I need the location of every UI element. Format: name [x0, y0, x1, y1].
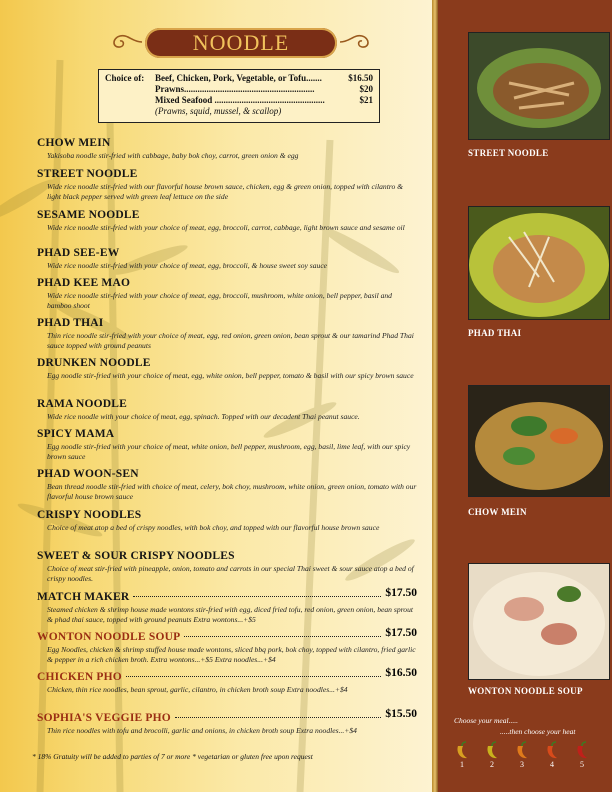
item-description: Thin rice noodle stir-fried with your choice of meat, egg, red onion, green onion, bean sprout & our tamarind Phad Thai sauce topped with ground peanuts [47, 331, 414, 350]
chili-pepper-icon [484, 740, 500, 760]
menu-item [37, 587, 417, 625]
menu-item [37, 313, 417, 351]
menu-item [37, 243, 417, 271]
item-name: SPICY MAMA [37, 428, 115, 440]
item-name: STREET NOODLE [37, 168, 138, 180]
heat-instruction-1: Choose your meal..... [454, 716, 518, 725]
photo-caption: PHAD THAI [468, 328, 522, 338]
menu-item [37, 424, 417, 462]
item-name: WONTON NOODLE SOUP [37, 631, 181, 643]
item-name: PHAD THAI [37, 317, 104, 329]
item-description: Choice of meat atop a bed of crispy noodles, with bok choy, and topped with our flavorful house brown sauce [47, 523, 380, 532]
item-description: Steamed chicken & shrimp house made wontons stir-fried with egg, diced fried tofu, red onion, green onion, bean sprout & phad thai sauce, topped with ground peanuts Extra wontons...+$5 [47, 605, 413, 624]
choice-row: Prawns.......................................................... $20 [155, 84, 373, 94]
street-noodle-photo [468, 32, 610, 140]
item-description: Wide rice noodle stir-fried with our flavorful house brown sauce, chicken, egg & green onion, topped with cilantro & light black pepper served with green leaf lettuce on the side [47, 182, 404, 201]
photo-caption: WONTON NOODLE SOUP [468, 686, 583, 696]
menu-item [37, 273, 417, 311]
item-name: SOPHIA'S VEGGIE PHO [37, 712, 171, 724]
choice-row: Mixed Seafood ................................................. $21 [155, 95, 373, 105]
item-name: CHOW MEIN [37, 137, 111, 149]
item-description: Chicken, thin rice noodles, bean sprout, garlic, cilantro, in chicken broth soup Extra noodles...+$4 [47, 685, 348, 694]
item-name: CHICKEN PHO [37, 671, 122, 683]
heat-level-number: 5 [580, 760, 584, 769]
menu-item [37, 667, 417, 695]
item-description: Wide rice noodle stir-fried with your choice of meat, egg, broccoli, & house sweet soy sauce [47, 261, 328, 270]
heat-level-number: 3 [520, 760, 524, 769]
item-description: Bean thread noodle stir-fried with choice of meat, celery, bok choy, mushroom, white onion, green onion, tomato with our flavorful house brown sauce [47, 482, 417, 501]
leader-dots [175, 717, 381, 718]
item-description: Choice of meat stir-fried with pineapple, onion, tomato and carrots in our special Thai sweet & sour sauce atop a bed of crispy noodles. [47, 564, 414, 583]
item-name: SWEET & SOUR CRISPY NOODLES [37, 550, 235, 562]
leader-dots [133, 596, 381, 597]
item-name: PHAD WOON-SEN [37, 468, 139, 480]
menu-item [37, 464, 417, 502]
left-swirl-icon [108, 32, 144, 52]
item-name: SESAME NOODLE [37, 209, 140, 221]
section-title-banner [145, 28, 337, 58]
phad-thai-photo [468, 206, 610, 320]
right-swirl-icon [338, 32, 374, 52]
menu-item [37, 546, 417, 584]
item-description: Egg noodle stir-fried with your choice of meat, white onion, bell pepper, mushroom, egg, basil, lime leaf, with our spicy brown sauce [47, 442, 411, 461]
heat-level-number: 4 [550, 760, 554, 769]
menu-item [37, 505, 417, 533]
item-description: Wide rice noodle stir-fried with your choice of meat, egg, broccoli, mushroom, white onion, bell pepper, basil and bamboo shoot [47, 291, 392, 310]
chili-pepper-icon [454, 740, 470, 760]
item-name: MATCH MAKER [37, 591, 130, 603]
menu-item [37, 133, 417, 161]
menu-item [37, 708, 417, 736]
heat-instruction-2: .....then choose your heat [500, 727, 576, 736]
section-title: NOODLE [192, 30, 290, 55]
photo-caption: STREET NOODLE [468, 148, 549, 158]
item-name: RAMA NOODLE [37, 398, 128, 410]
menu-item [37, 353, 417, 381]
item-price: $17.50 [385, 627, 417, 639]
menu-item [37, 394, 417, 422]
wonton-soup-photo [468, 563, 610, 680]
item-description: Egg noodle stir-fried with your choice of meat, egg, white onion, bell pepper, tomato & basil with our spicy brown sauce [47, 371, 414, 380]
menu-item [37, 627, 417, 665]
footnote: * 18% Gratuity will be added to parties of 7 or more * vegetarian or gluten free upon request [32, 752, 313, 761]
item-name: CRISPY NOODLES [37, 509, 142, 521]
chili-pepper-icon [574, 740, 590, 760]
item-price: $15.50 [385, 708, 417, 720]
item-description: Egg Noodles, chicken & shrimp stuffed house made wontons, sliced bbq pork, bok choy, topped with cilantro, fried garlic & pepper in a rich chicken broth. Extra wontons...+$5 Extra noodles...+$4 [47, 645, 416, 664]
item-name: PHAD KEE MAO [37, 277, 131, 289]
choice-row: (Prawns, squid, mussel, & scallop) [155, 106, 282, 116]
chow-mein-photo [468, 385, 610, 497]
chili-pepper-icon [544, 740, 560, 760]
item-description: Wide rice noodle with your choice of meat, egg, spinach. Topped with our decadent Thai peanut sauce. [47, 412, 360, 421]
leader-dots [184, 636, 381, 637]
item-price: $17.50 [385, 587, 417, 599]
photo-caption: CHOW MEIN [468, 507, 527, 517]
item-name: DRUNKEN NOODLE [37, 357, 151, 369]
menu-item [37, 205, 417, 233]
item-price: $16.50 [385, 667, 417, 679]
choice-label: Choice of: [105, 73, 145, 83]
heat-level-number: 2 [490, 760, 494, 769]
choice-row: Beef, Chicken, Pork, Vegetable, or Tofu....... $16.50 [155, 73, 373, 83]
heat-level-number: 1 [460, 760, 464, 769]
item-name: PHAD SEE-EW [37, 247, 120, 259]
item-description: Thin rice noodles with tofu and brocolli, garlic and onions, in chicken broth soup Extra noodles...+$4 [47, 726, 357, 735]
menu-item [37, 164, 417, 202]
leader-dots [126, 676, 381, 677]
chili-pepper-icon [514, 740, 530, 760]
item-description: Wide rice noodle stir-fried with your choice of meat, egg, broccoli, carrot, cabbage, light brown sauce and sesame oil [47, 223, 405, 232]
protein-choice-box [98, 69, 380, 123]
item-description: Yakisoba noodle stir-fried with cabbage, baby bok choy, carrot, green onion & egg [47, 151, 299, 160]
